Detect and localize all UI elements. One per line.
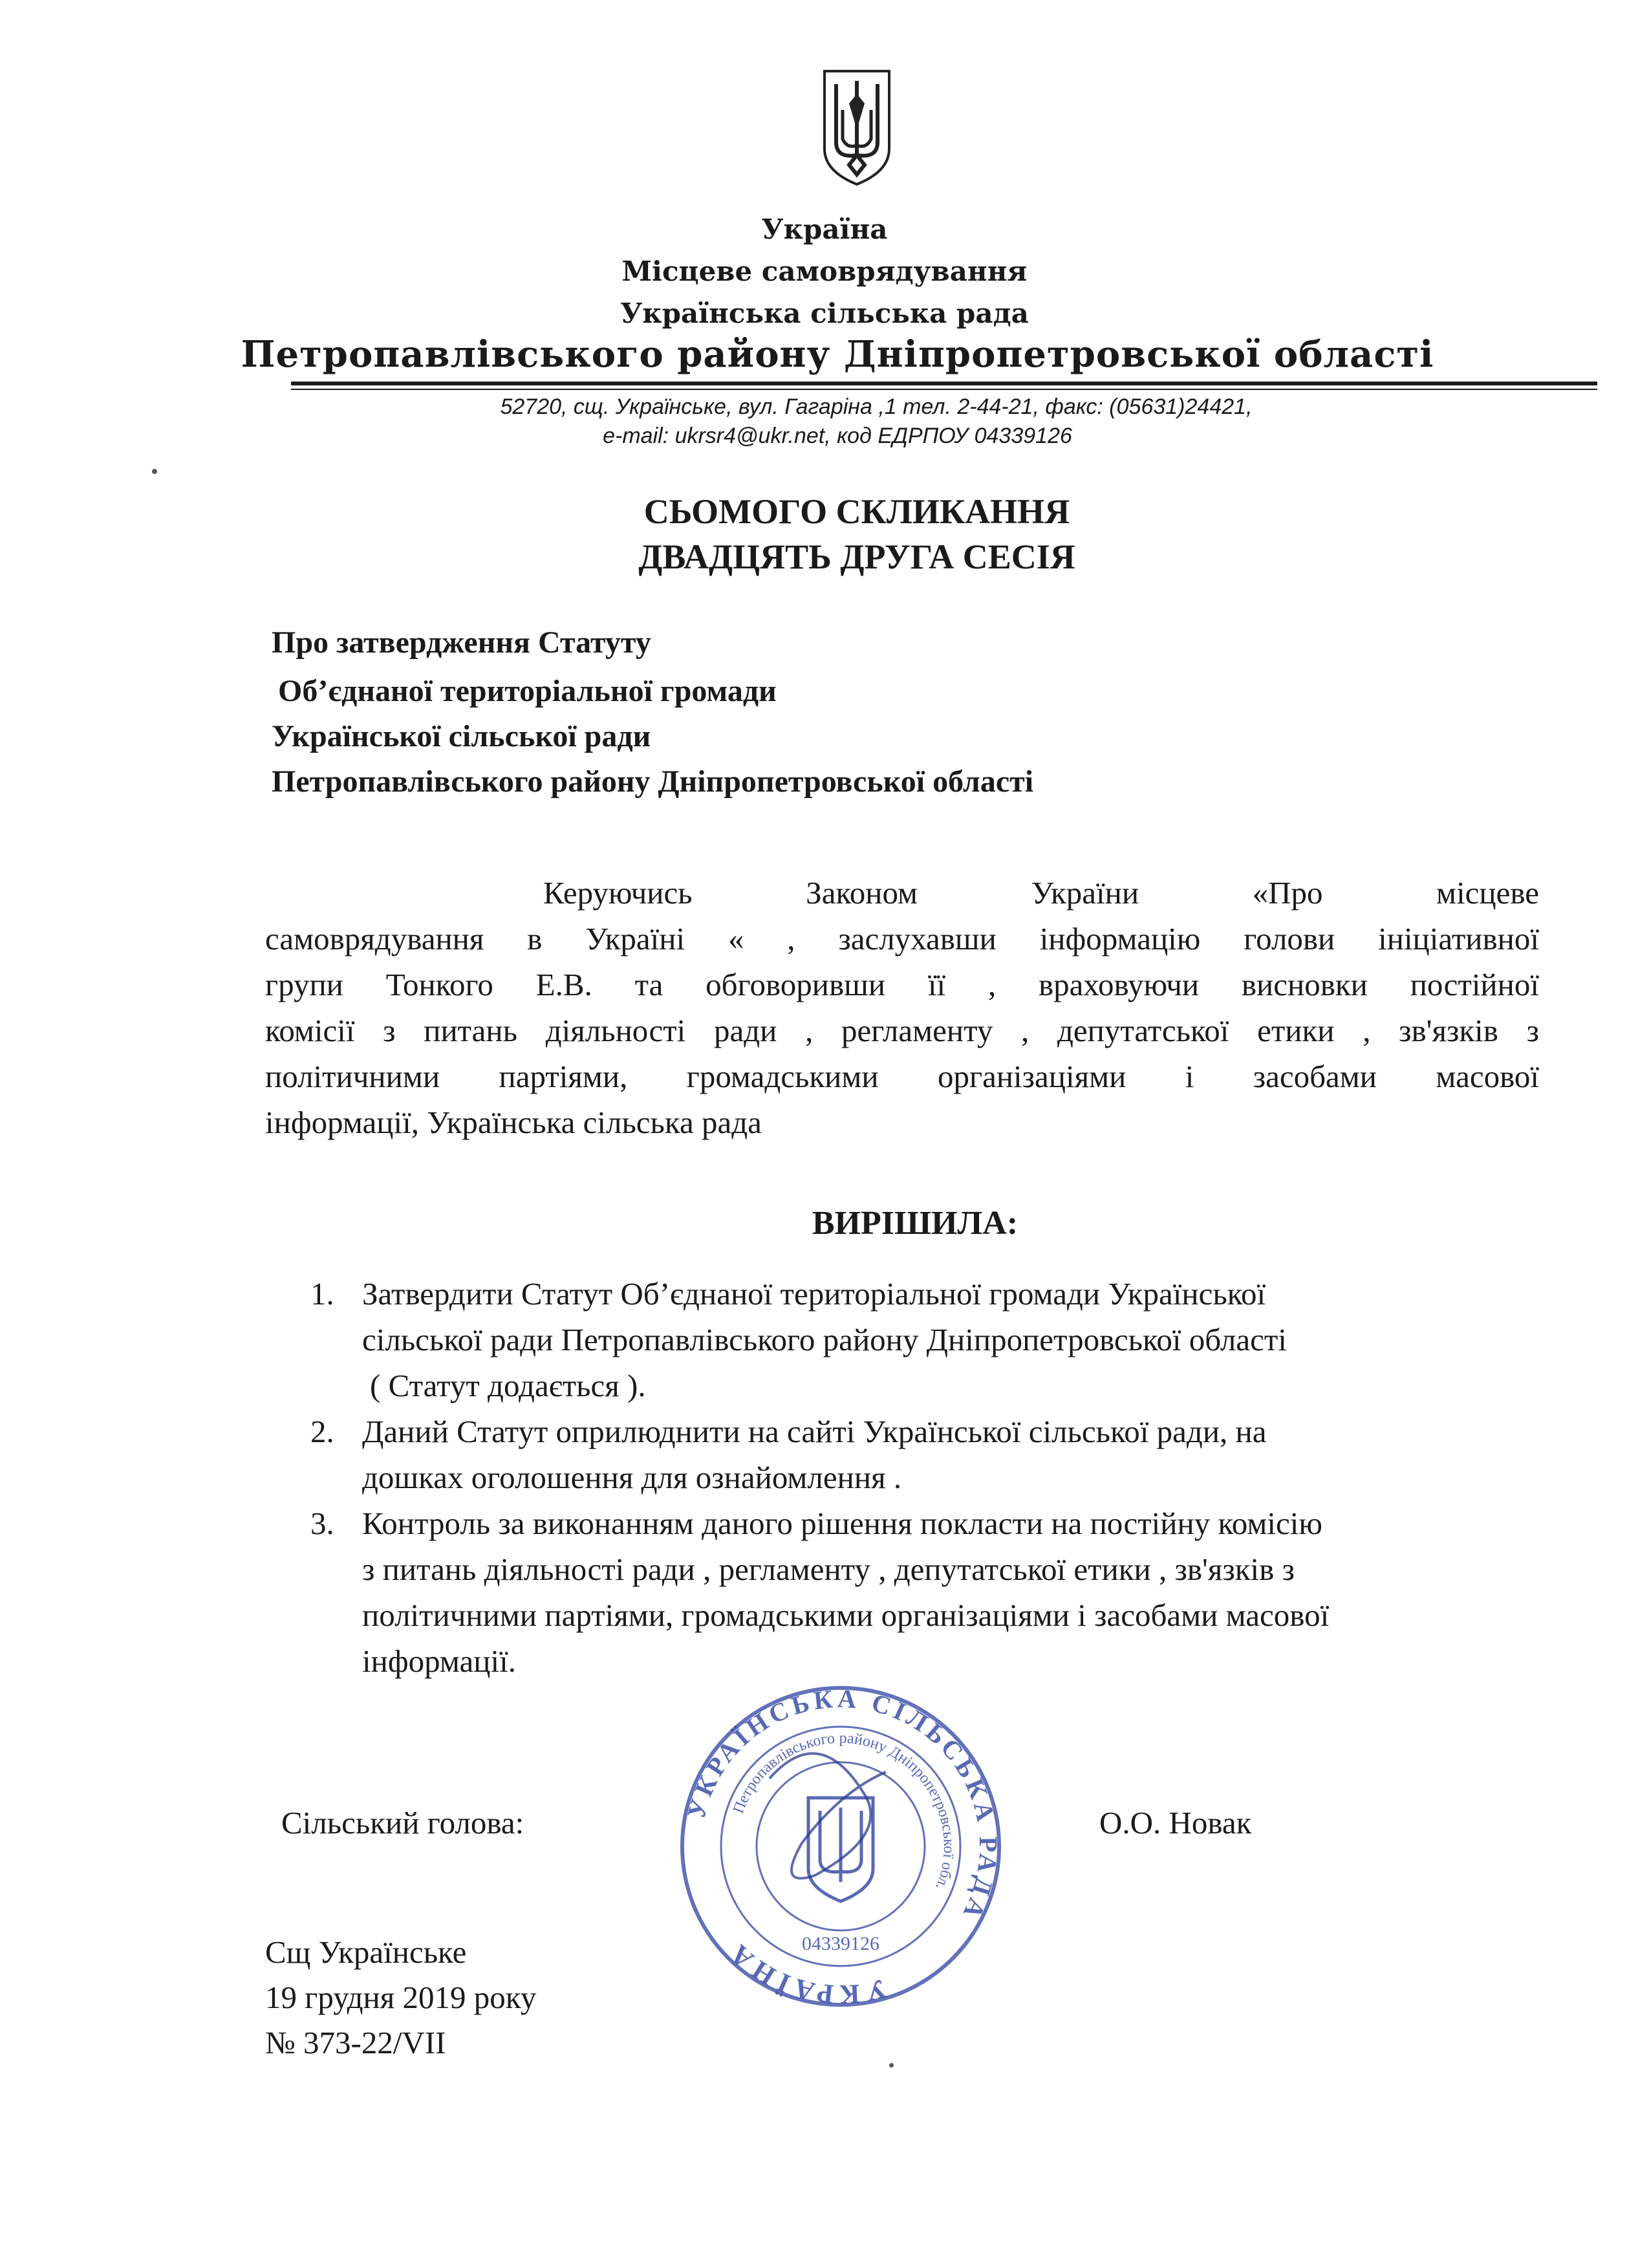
header-divider-thick (291, 382, 1597, 385)
preamble-line: комісії з питань діяльності ради , регламенту , депутатської етики , зв'язків з (265, 1013, 1539, 1048)
item-line: інформації. (362, 1643, 516, 1679)
footer-number: № 373-22/VII (265, 2025, 446, 2060)
preamble (265, 870, 1539, 1145)
item-number: 2. (310, 1414, 334, 1449)
preamble-line: Керуючись Законом України «Про місцеве (543, 875, 1539, 911)
stamp-inner-text: Петропавлівського району Дніпропетровської обл. (729, 1729, 958, 1892)
subject-line: Петропавлівського району Дніпропетровської області (272, 764, 1034, 799)
item-number: 1. (310, 1276, 334, 1312)
item-line: Затвердити Статут Об’єднаної територіальної громади Української (362, 1276, 1266, 1312)
stamp-trident-icon (808, 1798, 873, 1901)
decision-list (310, 1271, 1539, 1684)
scan-speck (152, 469, 157, 474)
item-line: Контроль за виконанням даного рішення покласти на постійну комісію (362, 1506, 1322, 1541)
item-line: політичними партіями, громадськими організаціями і засобами масової (362, 1597, 1330, 1633)
scan-speck (889, 2063, 894, 2068)
contact-line: e-mail: ukrsr4@ukr.net, код ЕДРПОУ 04339126 (603, 424, 1072, 448)
coat-of-arms-icon (818, 65, 896, 188)
official-stamp (673, 1681, 1009, 2011)
header-self-government: Місцеве самоврядування (621, 255, 1028, 287)
preamble-line: самоврядування в Україні « , заслухавши інформацію голови ініціативної (265, 921, 1539, 956)
header-country: Україна (761, 213, 888, 245)
footer-date: 19 грудня 2019 року (265, 1980, 537, 2015)
item-number: 3. (310, 1506, 334, 1541)
convocation: СЬОМОГО СКЛИКАННЯ (643, 492, 1070, 531)
preamble-line: інформації, Українська сільська рада (265, 1105, 762, 1140)
stamp-outer-text: УКРАЇНСЬКА СІЛЬСЬКА РАДА (681, 1683, 1004, 1927)
header-council: Українська сільська рада (620, 297, 1029, 329)
stamp-code: 04339126 (802, 1933, 879, 1954)
item-line: дошках оголошення для ознайомлення . (362, 1460, 902, 1495)
decided-heading: ВИРІШИЛА: (812, 1205, 1018, 1242)
header-district: Петропавлівського району Дніпропетровської області (241, 333, 1434, 376)
preamble-line: групи Тонкого Е.В. та обговоривши її , враховуючи висновки постійної (265, 967, 1539, 1002)
list-item (310, 1271, 1539, 1409)
subject-line: Об’єднаної територіальної громади (278, 674, 777, 708)
stamp-bottom-text: УКРАЇНА (721, 1935, 889, 2009)
address-line: 52720, сщ. Українське, вул. Гагаріна ,1 тел. 2-44-21, факс: (05631)24421, (500, 394, 1253, 419)
header-divider-thin (291, 389, 1597, 390)
signature-scribble (770, 1753, 886, 1878)
session: ДВАДЦЯТЬ ДРУГА СЕСІЯ (638, 537, 1075, 576)
item-line: з питань діяльності ради , регламенту , депутатської етики , зв'язків з (362, 1551, 1295, 1587)
item-line: ( Статут додається ). (370, 1368, 646, 1403)
item-line: Даний Статут оприлюднити на сайті Української сільської ради, на (362, 1414, 1267, 1449)
footer-place: Сщ Українське (265, 1934, 467, 1970)
subject-line: Про затвердження Статуту (272, 625, 651, 660)
preamble-line: політичними партіями, громадськими організаціями і засобами масової (265, 1059, 1539, 1094)
list-item (310, 1500, 1539, 1684)
subject-line: Української сільської ради (272, 719, 651, 753)
signature-label: Сільський голова: (281, 1805, 524, 1841)
list-item (310, 1409, 1539, 1500)
item-line: сільської ради Петропавлівського району Дніпропетровської області (362, 1322, 1287, 1357)
signature-name: О.О. Новак (1099, 1805, 1252, 1841)
